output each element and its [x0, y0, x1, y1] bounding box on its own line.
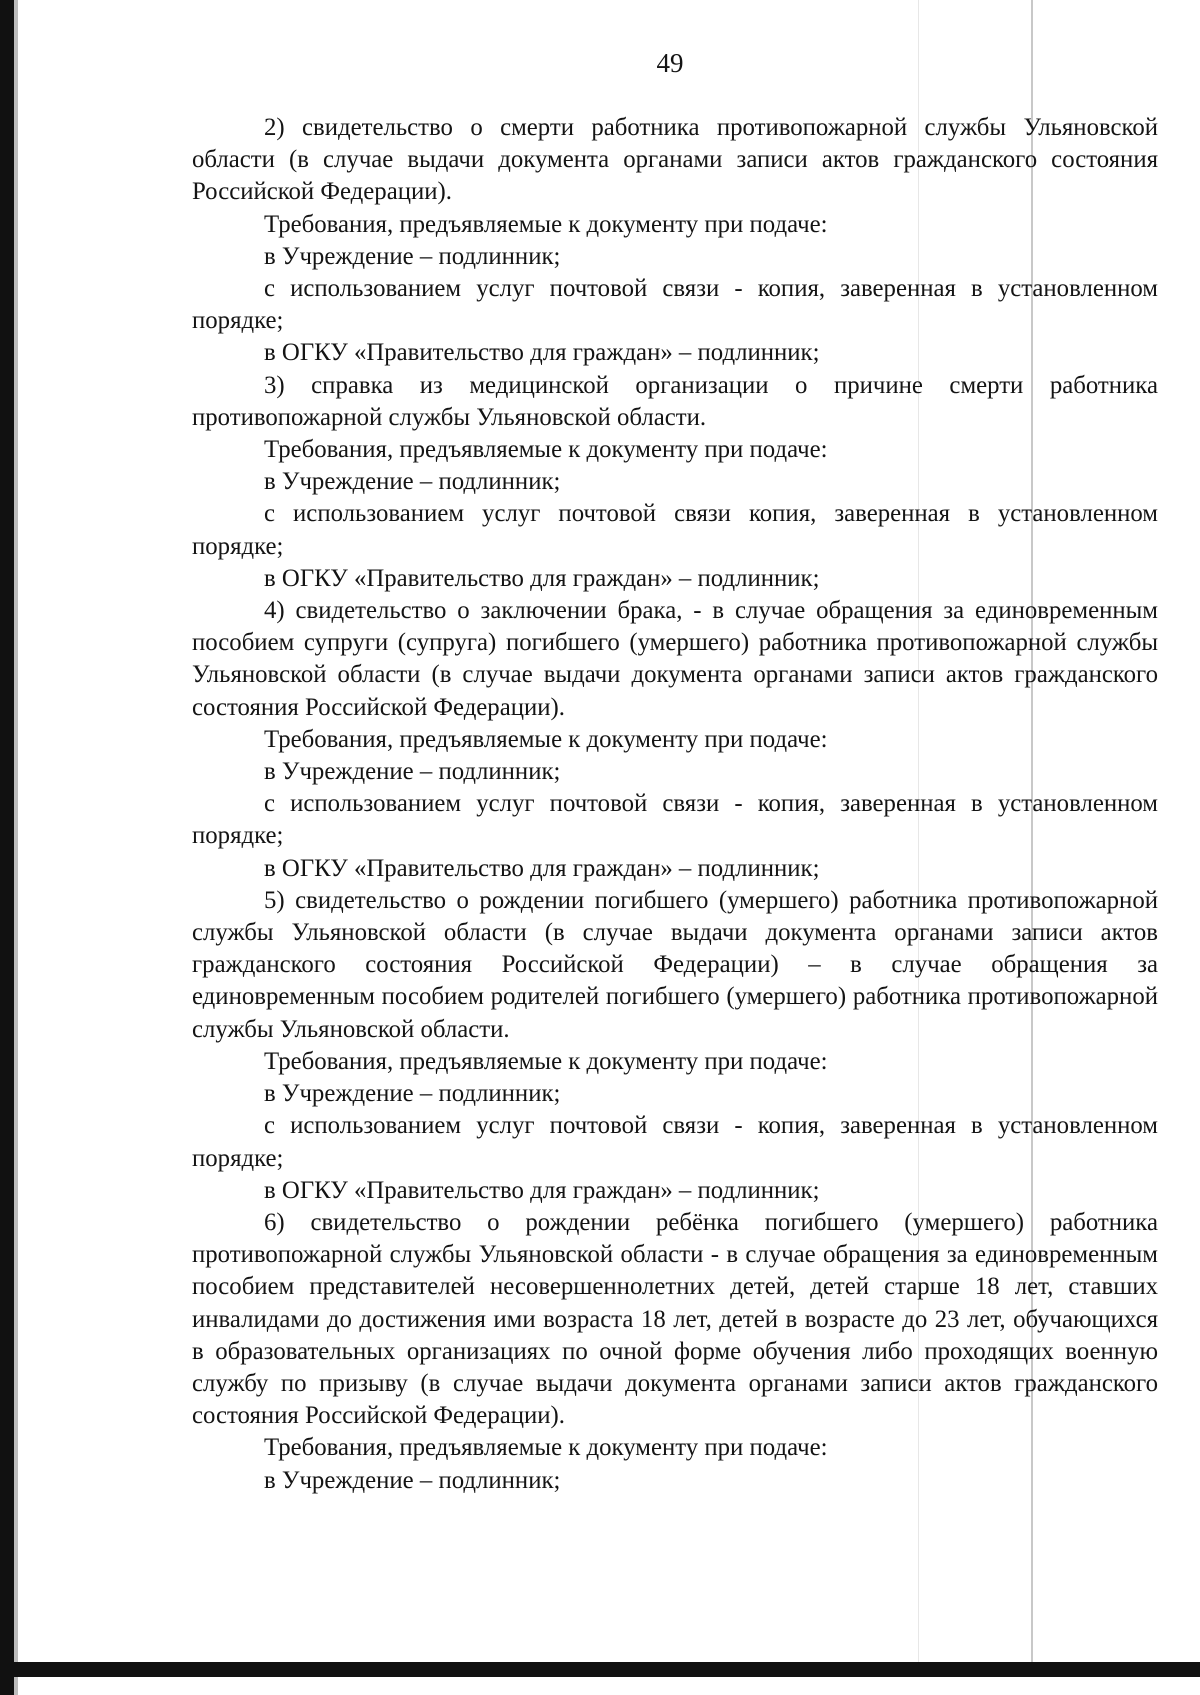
doc-item: в Учреждение – подлинник;: [264, 758, 561, 786]
doc-item: с использованием услуг почтовой связи - копия, заверенная в установленном порядке;: [192, 790, 1158, 850]
scan-left-shadow: [14, 0, 18, 1695]
doc-item: в ОГКУ «Правительство для граждан» – подлинник;: [264, 339, 820, 367]
doc-item: с использованием услуг почтовой связи - копия, заверенная в установленном порядке;: [192, 1112, 1158, 1172]
doc-item: 6) свидетельство о рождении ребёнка погибшего (умершего) работника противопожарной службы Ульяновской области - в случае обращения за единовременным пособием представителей несовершеннолетних детей, детей старше 18 лет, ставших инвалидами до достижения ими возраста 18 лет, детей в возрасте до 23 лет, обучающихся в образовательных организациях по очной форме обучения либо проходящих военную службу по призыву (в случае выдачи документа органами записи актов гражданского состояния Российской Федерации).: [192, 1208, 1158, 1430]
scan-left-border: [0, 0, 14, 1695]
doc-item: с использованием услуг почтовой связи - копия, заверенная в установленном порядке;: [192, 275, 1158, 335]
doc-item: Требования, предъявляемые к документу при подаче:: [264, 1434, 828, 1462]
doc-item: 4) свидетельство о заключении брака, - в случае обращения за единовременным пособием супруги (супруга) погибшего (умершего) работника противопожарной службы Ульяновской области (в случае выдачи документа органами записи актов гражданского состояния Российской Федерации).: [192, 597, 1158, 721]
doc-item: 5) свидетельство о рождении погибшего (умершего) работника противопожарной службы Ульяновской области (в случае выдачи документа органами записи актов гражданского состояния Российской Федерации) – в случае обращения за единовременным пособием родителей погибшего (умершего) работника противопожарной службы Ульяновской области.: [192, 886, 1158, 1043]
doc-item: в Учреждение – подлинник;: [264, 1080, 561, 1108]
document-body: [192, 112, 1158, 1497]
doc-item: Требования, предъявляемые к документу при подаче:: [264, 1047, 828, 1075]
doc-item: Требования, предъявляемые к документу при подаче:: [264, 436, 828, 464]
doc-item: с использованием услуг почтовой связи копия, заверенная в установленном порядке;: [192, 500, 1158, 560]
doc-item: Требования, предъявляемые к документу при подаче:: [264, 725, 828, 753]
doc-item: в Учреждение – подлинник;: [264, 1466, 561, 1494]
scan-bottom-border: [0, 1662, 1200, 1677]
doc-item: в ОГКУ «Правительство для граждан» – подлинник;: [264, 1176, 820, 1204]
doc-item: 3) справка из медицинской организации о причине смерти работника противопожарной службы Ульяновской области.: [192, 371, 1158, 431]
doc-item: в Учреждение – подлинник;: [264, 468, 561, 496]
doc-item: в ОГКУ «Правительство для граждан» – подлинник;: [264, 564, 820, 592]
doc-item: в ОГКУ «Правительство для граждан» – подлинник;: [264, 854, 820, 882]
doc-item: в Учреждение – подлинник;: [264, 242, 561, 270]
doc-item: 2) свидетельство о смерти работника противопожарной службы Ульяновской области (в случае выдачи документа органами записи актов гражданского состояния Российской Федерации).: [192, 114, 1158, 206]
doc-item: Требования, предъявляемые к документу при подаче:: [264, 210, 828, 238]
page-number: 49: [656, 48, 684, 78]
